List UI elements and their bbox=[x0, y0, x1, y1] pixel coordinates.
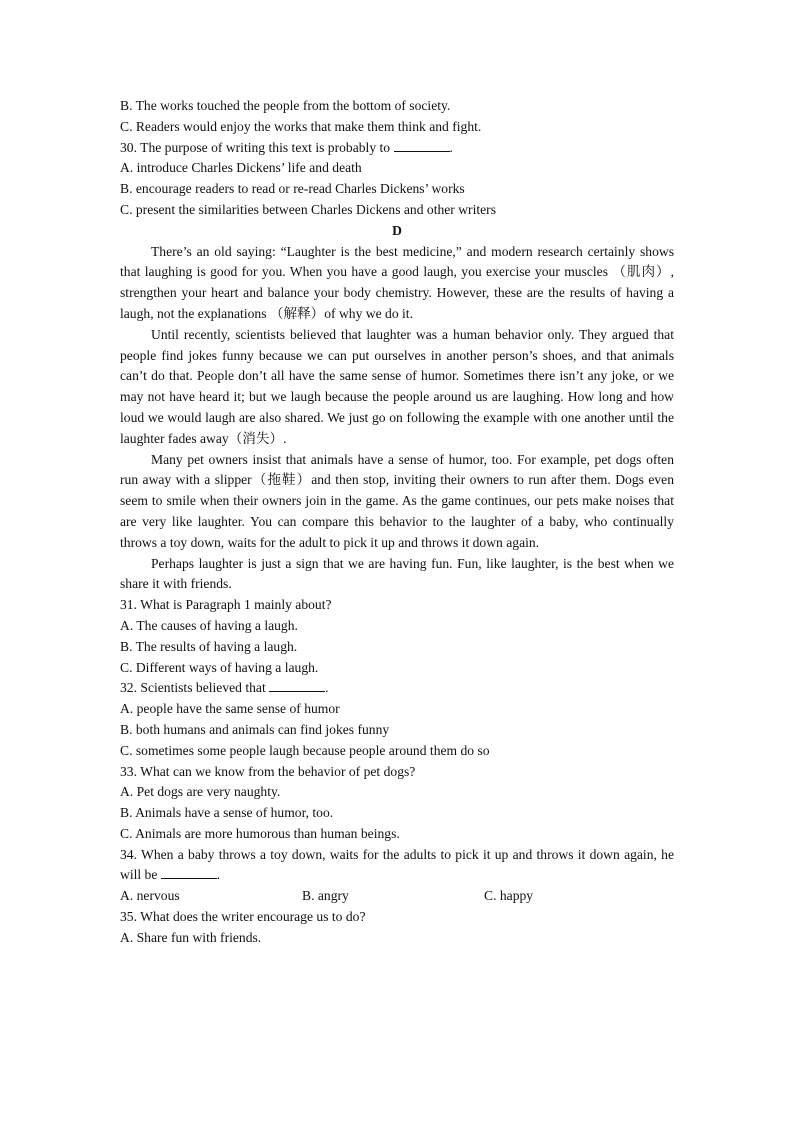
q31-stem: 31. What is Paragraph 1 mainly about? bbox=[120, 597, 332, 613]
q35-stem: 35. What does the writer encourage us to do? bbox=[120, 909, 366, 925]
q34-options bbox=[120, 886, 674, 907]
q30-answer-blank bbox=[394, 139, 450, 152]
passage-paragraph-2: Until recently, scientists believed that laughter was a human behavior only. They argued that people find jokes funny because we can put ourselves in another person’s shoes, and that animals can’t do that. People don’t all have the same sense of humor. Sometimes there isn’t any joke, or we may not have heard it; but we laugh because the people around us are laughing. How long and how loud we would laugh are also shared. We just go on following the example with one another until the laughter fades away（消失）. bbox=[120, 326, 674, 446]
q34-answer-blank bbox=[161, 866, 217, 879]
q32-stem-end: . bbox=[325, 680, 329, 696]
q29-option-b: B. The works touched the people from the bottom of society. bbox=[120, 98, 451, 113]
q30-stem-end: . bbox=[449, 139, 453, 155]
q31-option-a: A. The causes of having a laugh. bbox=[120, 617, 298, 633]
q33-option-b: B. Animals have a sense of humor, too. bbox=[120, 805, 334, 821]
q34-stem bbox=[120, 845, 674, 887]
q30-option-a: A. introduce Charles Dickens’ life and death bbox=[120, 160, 362, 176]
q30-stem-text: 30. The purpose of writing this text is probably to bbox=[120, 139, 391, 155]
q34-option-b: B. angry bbox=[302, 888, 349, 904]
passage-paragraph-4: Perhaps laughter is just a sign that we are having fun. Fun, like laughter, is the best when we share it with friends. bbox=[120, 555, 674, 592]
q33-option-a: A. Pet dogs are very naughty. bbox=[120, 784, 281, 800]
q30-option-c: C. present the similarities between Charles Dickens and other writers bbox=[120, 201, 496, 217]
passage-paragraph-1: There’s an old saying: “Laughter is the best medicine,” and modern research certainly shows that laughing is good for you. When you have a good laugh, you exercise your muscles （肌肉）, strengthen your heart and balance your body chemistry. However, these are the results of having a laugh, not the explanations （解释）of why we do it. bbox=[120, 243, 674, 321]
q30-option-b: B. encourage readers to read or re-read Charles Dickens’ works bbox=[120, 181, 465, 197]
document-page bbox=[120, 96, 674, 949]
q33-stem: 33. What can we know from the behavior of pet dogs? bbox=[120, 763, 416, 779]
q31-option-c: C. Different ways of having a laugh. bbox=[120, 659, 319, 675]
q34-option-a: A. nervous bbox=[120, 888, 180, 904]
q35-option-a: A. Share fun with friends. bbox=[120, 929, 262, 945]
q32-option-b: B. both humans and animals can find jokes funny bbox=[120, 721, 390, 737]
q34-stem-text: 34. When a baby throws a toy down, waits for the adults to pick it up and throws it down again, he will be bbox=[120, 846, 674, 883]
q29-option-c: C. Readers would enjoy the works that make them think and fight. bbox=[120, 118, 482, 134]
q32-option-c: C. sometimes some people laugh because people around them do so bbox=[120, 742, 490, 758]
q32-stem bbox=[120, 678, 674, 699]
q32-option-a: A. people have the same sense of humor bbox=[120, 701, 340, 717]
q32-answer-blank bbox=[269, 679, 325, 692]
q33-option-c: C. Animals are more humorous than human beings. bbox=[120, 825, 400, 841]
q31-option-b: B. The results of having a laugh. bbox=[120, 638, 298, 654]
q30-stem bbox=[120, 138, 674, 159]
q32-stem-text: 32. Scientists believed that bbox=[120, 680, 266, 696]
section-heading: D bbox=[392, 222, 402, 238]
passage-paragraph-3: Many pet owners insist that animals have a sense of humor, too. For example, pet dogs often run away with a slipper（拖鞋）and then stop, inviting their owners to run after them. Dogs even seem to smile when their owners join in the game. As the game continues, our pets make noises that are very like laughter. You can compare this behavior to the laughter of a baby, who continually throws a toy down, waits for the adult to pick it up and throws it down again. bbox=[120, 451, 674, 550]
q34-option-c: C. happy bbox=[484, 888, 534, 904]
q34-stem-end: . bbox=[216, 867, 221, 883]
